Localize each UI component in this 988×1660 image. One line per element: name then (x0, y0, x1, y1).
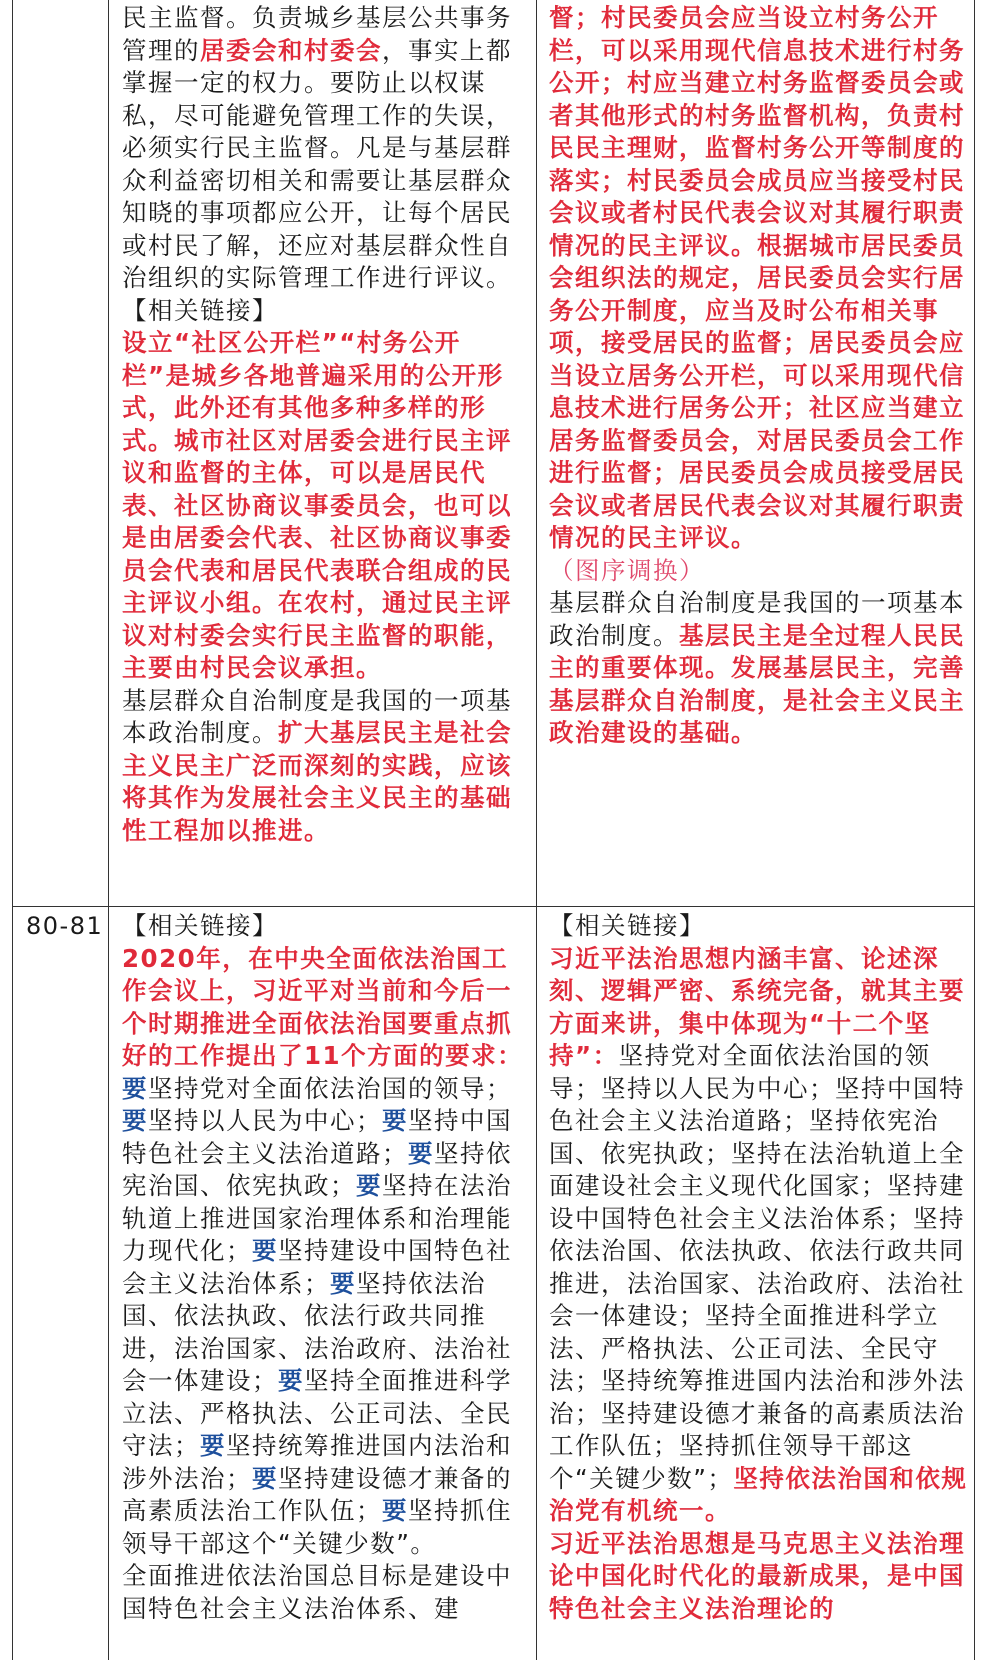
text-run: 要 (330, 1268, 356, 1298)
text-run: 2020年，在中央全面依法治国工作会议上，习近平对当前和今后一个时期推进全面依法治国要重点抓好的工作提出了11个方面的要求： (122, 943, 524, 1070)
text-run: 要 (200, 1431, 226, 1460)
text-run: 要 (382, 1496, 408, 1525)
text-run: 民主监督。负责城乡基层公共事务管理的 (122, 3, 512, 65)
text-run: 习近平法治思想是马克思主义法治理论中国化时代化的最新成果，是中国特色社会主义法治理论的 (549, 1528, 965, 1623)
text-run: 要 (252, 1236, 278, 1265)
text-run: 要 (408, 1138, 434, 1168)
page-number: 80-81 (26, 912, 104, 940)
row1-textbook-new (549, 2, 969, 750)
row2-col2-text (549, 910, 969, 1625)
row2-col1-text (122, 910, 530, 1625)
text-run: 坚持党对全面依法治国的领导； (148, 1073, 512, 1103)
text-run: ，事实上都掌握一定的权力。要防止以权谋私，尽可能避免管理工作的失误，必须实行民主监督。凡是与基层群众利益密切相关和需要让基层群众知晓的事项都应公开，让每个居民或村民了解，还应对基层群众性自治组织的实际管理工作进行评议。 (122, 35, 512, 292)
text-run: 【相关链接】 (122, 911, 278, 940)
text-run: 坚持以人民为中心； (148, 1106, 382, 1135)
text-run: 【相关链接】 (549, 911, 705, 940)
text-run: 要 (252, 1463, 278, 1493)
text-run: 居委会和村委会 (200, 35, 382, 65)
table-border-right (974, 0, 975, 1660)
row1-textbook-old (122, 2, 530, 847)
comparison-table (12, 0, 975, 1660)
text-run: 习近平法治思想内涵丰富、论述深刻、逻辑严密、系统完备，就其主要方面来讲，集中体现为“十二个坚持”： (549, 943, 965, 1070)
text-run: 要 (356, 1171, 382, 1200)
column-divider-2 (536, 0, 537, 1660)
row1-col2-text (549, 2, 969, 750)
text-run: 【相关链接】 (122, 295, 278, 325)
row1-col1-text (122, 2, 530, 847)
text-run: 要 (278, 1366, 304, 1395)
row-divider (12, 906, 975, 907)
text-run: 督；村民委员会应当设立村务公开栏，可以采用现代信息技术进行村务公开；村应当建立村务监督委员会或者其他形式的村务监督机构，负责村民民主理财，监督村务公开等制度的落实；村民委员会成员应当接受村民会议或者村民代表会议对其履行职责情况的民主评议。根据城市居民委员会组织法的规定，居民委员会实行居务公开制度，应当及时公布相关事项，接受居民的监督；居民委员会应当设立居务公开栏，可以采用现代信息技术进行居务公开；社区应当建立居务监督委员会，对居民委员会工作进行监督；居民委员会成员接受居民会议或者居民代表会议对其履行职责情况的民主评议。 (549, 3, 965, 552)
text-run: 要 (122, 1073, 148, 1103)
text-run: （图序调换） (549, 555, 705, 585)
text-run: 要 (382, 1106, 408, 1135)
column-divider-1 (108, 0, 109, 1660)
row2-textbook-new (549, 910, 969, 1625)
row2-textbook-old (122, 910, 530, 1625)
text-run: 坚持依宪治国、依宪执政； (122, 1138, 512, 1200)
text-run: 扩大基层民主是社会主义民主广泛而深刻的实践，应该将其作为发展社会主义民主的基础性工程加以推进。 (122, 718, 512, 845)
text-run: 基层群众自治制度是我国的一项基本政治制度。 (549, 588, 965, 650)
text-run: 坚持依法治国和依规治党有机统一。 (549, 1463, 968, 1525)
text-run: 全面推进依法治国总目标是建设中国特色社会主义法治体系、建 (122, 1561, 512, 1623)
table-border-left (12, 0, 13, 1660)
text-run: 坚持党对全面依法治国的领导；坚持以人民为中心；坚持中国特色社会主义法治道路；坚持依宪治国、依宪执政；坚持在法治轨道上全面建设社会主义现代化国家；坚持建设中国特色社会主义法治体系；坚持依法治国、依法执政、依法行政共同推进，法治国家、法治政府、法治社会一体建设；坚持全面推进科学立法、严格执法、公正司法、全民守法；坚持统筹推进国内法治和涉外法治；坚持建设德才兼备的高素质法治工作队伍；坚持抓住领导干部这个“关键少数”； (549, 1041, 965, 1493)
text-run: 要 (122, 1106, 148, 1135)
text-run: 坚持抓住领导干部这个“关键少数”。 (122, 1496, 512, 1558)
text-run: 坚持建设中国特色社会主义法治体系； (122, 1236, 512, 1298)
text-run: 基层民主是全过程人民民主的重要体现。发展基层民主，完善基层群众自治制度，是社会主义民主政治建设的基础。 (549, 620, 965, 747)
text-run: 坚持中国特色社会主义法治道路； (122, 1106, 512, 1168)
text-run: 坚持统筹推进国内法治和涉外法治； (122, 1431, 512, 1493)
text-run: 坚持在法治轨道上推进国家治理体系和治理能力现代化； (122, 1171, 512, 1265)
text-run: 坚持依法治国、依法执政、依法行政共同推进，法治国家、法治政府、法治社会一体建设； (122, 1268, 512, 1395)
text-run: 坚持全面推进科学立法、严格执法、公正司法、全民守法； (122, 1366, 512, 1460)
text-run: 基层群众自治制度是我国的一项基本政治制度。 (122, 685, 512, 747)
text-run: 坚持建设德才兼备的高素质法治工作队伍； (122, 1463, 512, 1525)
text-run: 设立“社区公开栏”“村务公开栏”是城乡各地普遍采用的公开形式，此外还有其他多种多样的形式。城市社区对居委会进行民主评议和监督的主体，可以是居民代表、社区协商议事委员会，也可以是由居委会代表、社区协商议事委员会代表和居民代表联合组成的民主评议小组。在农村，通过民主评议对村委会实行民主监督的职能，主要由村民会议承担。 (122, 328, 512, 682)
